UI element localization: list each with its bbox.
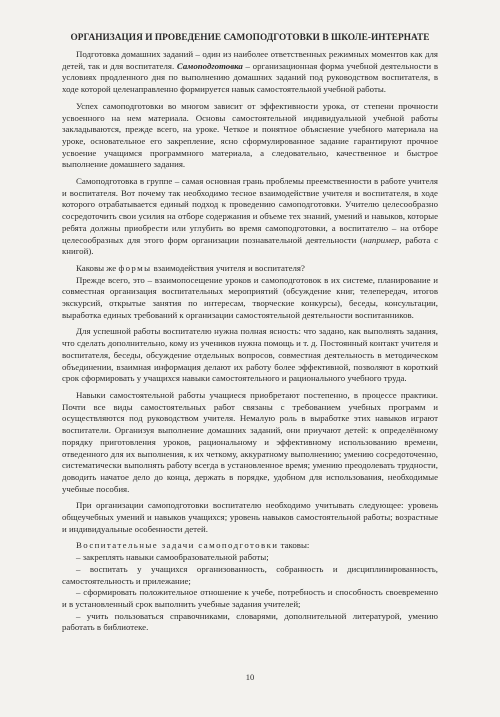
paragraph-4 [62, 263, 438, 275]
task-item-3: – сформировать положительное отношение к учебе, потребность и способность своевременно и в установленный срок выполнить учебные задания учителей; [62, 587, 438, 609]
page-number: 10 [245, 672, 255, 682]
paragraph-1-text-b: – организационная форма учебной деятельности в условиях продленного дня по выполнению домашних заданий под руководством воспитателя, в ходе которой целенаправленно формируется навык самостоятельной учебной работы. [62, 60, 439, 95]
paragraph-4-text-a: Каковы же [76, 262, 119, 273]
paragraph-2: Успех самоподготовки во многом зависит от эффективности урока, от степени прочности усвоенного на нем материала. Основы самостоятельной индивидуальной учебной работы закладываются, прежде всего, на уроке. Четкое и понятное объяснение учебного материала на уроке, основательное его закрепление, ясно сформулированное задание гарантируют прочное усвоение учащимся программного материала, а следовательно, качественное и быстрое выполнение домашнего задания. [62, 100, 438, 170]
paragraph-7: Навыки самостоятельной работы учащиеся приобретают постепенно, в процессе практики. Почти все виды самостоятельных работ связаны с требованием учебных программ и осуществляются под руководством учителя. Немалую роль в выработке этих навыков играют воспитатели. Организуя выполнение домашних заданий, они приучают детей: к определённому порядку приготовления уроков, рациональному и эффективному использованию времени, отведенного для их выполнения, к их четкому, аккуратному выполнению; умению сосредоточенно, систематически выполнять работу всегда в установленное время; умению преодолевать трудности, доводить начатое дело до конца, держать в порядке, удобном для использования, необходимые учебные пособия. [62, 389, 438, 494]
paragraph-9 [62, 540, 438, 552]
task-item-2: – воспитать у учащихся организованность, собранность и дисциплинированность, самостоятельность и прилежание; [62, 563, 438, 586]
paragraph-3-text-a: Самоподготовка в группе – самая основная грань проблемы преемственности в работе учителя и воспитателя. Вот почему так необходимо тесное взаимодействие учителя и воспитателя, в ходе которого отрабатывается единый подход к проведению самоподготовки. Учителю целесообразно сосредоточить свои усилия на отборе содержания и объеме тех знаний, умений и навыков, которые ребята должны приобрести или углубить во время самоподготовки, а воспитателю – на отборе целесообразных для этого форм организации познавательной деятельности ( [62, 176, 438, 245]
paragraph-9-spaced-a: Воспитательные [76, 540, 162, 551]
task-item-1: – закреплять навыки самообразовательной работы; [76, 552, 269, 563]
paragraph-3-text-b: работа с книгой). [62, 234, 438, 257]
paragraph-4-text-b: взаимодействия учителя и воспитателя? [151, 262, 305, 273]
page-title: ОРГАНИЗАЦИЯ И ПРОВЕДЕНИЕ САМОПОДГОТОВКИ В ШКОЛЕ-ИНТЕРНАТЕ [70, 33, 430, 43]
term-samopodgotovka: Самоподготовка [176, 60, 243, 71]
paragraph-1-text-a: Подготовка домашних заданий – один из наиболее ответственных режимных моментов как для детей, так и для воспитателя. [62, 49, 438, 71]
paragraph-4-spaced: формы [118, 262, 152, 273]
paragraph-8: При организации самоподготовки воспитателю необходимо учитывать следующее: уровень общеучебных умений и навыков учащихся; уровень навыков самостоятельной работы; возрастные и индивидуальные особенности детей. [62, 500, 438, 534]
paragraph-5: Прежде всего, это – взаимопосещение уроков и самоподготовок в их системе, планирование и совместная организация воспитательных мероприятий (обсуждение книг, телепередач, итогов экскурсий, открытые занятия по интересам, творческие конкурсы), беседы, консультации, выработка единых требований к организации самостоятельной деятельности воспитанников. [62, 274, 438, 320]
paragraph-3-italic: например, [363, 234, 402, 245]
paragraph-3 [62, 176, 438, 258]
paragraph-1 [62, 49, 438, 96]
paragraph-6: Для успешной работы воспитателю нужна полная ясность: что задано, как выполнять задания, что сделать дополнительно, кому из учеников нужна помощь и т. д. Постоянный контакт учителя и воспитателя, беседы, обсуждение отдельных вопросов, совместная деятельность в методическом объединении, взаимная информация делают их работу более эффективной, позволяют в короткий срок сформировать у учащихся навыки самостоятельного и рационального учебного труда. [62, 326, 438, 384]
paragraph-9-spaced: задачи самоподготовки [161, 540, 279, 551]
task-item-4: – учить пользоваться справочниками, словарями, дополнительной литературой, умению работать в библиотеке. [62, 610, 438, 633]
paragraph-9-text-b: таковы: [278, 540, 310, 551]
